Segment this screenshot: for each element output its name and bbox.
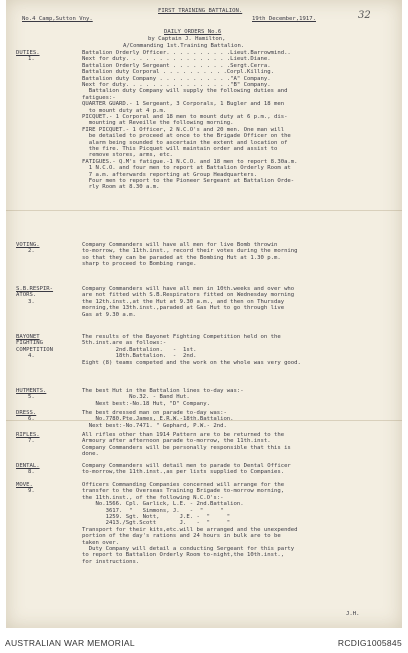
section-line: No.1566. Cpl. Garlick, L.E. - 2nd.Battalion. xyxy=(82,501,244,508)
section-line: Battalion Orderly Sergeant . . . . . . . . .Sergt.Cerra. xyxy=(82,62,271,69)
section-line: portion of the day's rations and 24 hours in bulk are to be xyxy=(82,533,281,540)
section-line: 1259. Sgt. Nott, J.E. - " " xyxy=(82,514,231,520)
section-line: Officers Commanding Companies concerned will arrange for the xyxy=(82,482,285,488)
section-line: Next for duty. . . . . . . . . . . . . . . ."B" Company. xyxy=(82,82,271,88)
section-line: Transport for their kits,etc.will be arranged and the unexpended xyxy=(82,526,298,533)
section-line: alarm being sounded to ascertain the extent and location of xyxy=(82,139,288,146)
section-line: The best dressed man on parade to-day was:- xyxy=(82,410,227,416)
section-line: morning,the 13th.inst.,paraded at Gas Hut to go through live xyxy=(82,305,285,312)
section-heading: 4. xyxy=(28,353,35,360)
section-line: sharp to proceed to Bombing range. xyxy=(82,261,197,268)
section-line: 18th.Battalion. - 2nd. xyxy=(82,353,197,360)
document-page xyxy=(6,0,402,628)
section-heading: 7. xyxy=(28,438,35,445)
section-line: PICQUET.- 1 Corporal and 18 men to mount duty at 6 p.m., dis- xyxy=(82,114,288,120)
section-line: the fire. This Picquet will maintain order and assist to xyxy=(82,146,278,152)
section-line: Four men to report to the Pioneer Sergeant at Battalion Orde- xyxy=(82,178,295,184)
archive-footer xyxy=(0,632,408,653)
section-heading: RIFLES. xyxy=(16,432,40,438)
section-heading: MOVE. xyxy=(16,482,33,488)
section-line: the 11th.inst., of the following N.C.O's:- xyxy=(82,494,224,501)
orders-title: DAILY ORDERS No.6 xyxy=(164,29,222,35)
section-heading: 2. xyxy=(28,248,35,255)
section-line: for instructions. xyxy=(82,558,140,565)
section-line: transfer to the Overseas Training Brigade to-morrow morning, xyxy=(82,488,285,495)
section-heading: DENTAL. xyxy=(16,463,40,469)
by-line: by Captain J. Hamilton, xyxy=(148,36,226,42)
section-line: 2413./Sgt.Scott J. - " " xyxy=(82,520,231,527)
handwritten-page-number: 32 xyxy=(358,10,371,21)
section-line: to-morrow,the 11th.inst.,as per lists supplied to Companies. xyxy=(82,469,285,476)
section-line: Company Commanders will have all men for live Bomb throwin xyxy=(82,242,278,248)
section-heading: DRESS. xyxy=(16,410,37,416)
section-line: to report to Battalion Orderly Room to-night,the 10th.inst., xyxy=(82,552,285,559)
section-heading: COMPETITION xyxy=(16,346,54,353)
section-line: to mount duty at 4 p.m. xyxy=(82,107,167,114)
camp-location: No.4 Camp,Sutton Vny. xyxy=(22,16,93,22)
section-line: done. xyxy=(82,451,99,458)
section-line: Armoury after afternoon parade to-morrow, the 11th.inst. xyxy=(82,438,271,445)
section-line: FIRE PICQUET.- 1 Officer, 2 N.C.O's and 20 men. One man will xyxy=(82,126,285,133)
section-heading: S.B.RESPIR- xyxy=(16,286,54,292)
section-line: No.32. - Band Hut. xyxy=(82,394,190,401)
section-line: 1 N.C.O. and four men to report at Battalion Orderly Room at xyxy=(82,165,291,172)
section-heading: FIGHTING xyxy=(16,340,43,347)
commanding-line: A/Commanding 1st.Training Battalion. xyxy=(123,43,245,49)
section-line: Battalion duty Corporal . . . . . . . . . .Corpl.Killing. xyxy=(82,69,274,76)
section-line: taken over. xyxy=(82,539,120,546)
section-line: to-morrow, the 11th.inst., record their votes during the morning xyxy=(82,248,298,255)
footer-record-id: RCDIG1005845 xyxy=(337,638,402,648)
signature-initials: J.H. xyxy=(346,611,360,617)
section-heading: 5. xyxy=(28,394,35,401)
section-line: QUARTER GUARD.- 1 Sergeant, 3 Corporals, 1 Bugler and 18 men xyxy=(82,101,285,108)
section-line: remove stores, arms, etc. xyxy=(82,152,173,159)
document-text xyxy=(6,0,402,628)
section-line: All rifles other than 1914 Pattern are to be returned to the xyxy=(82,432,285,438)
section-line: Duty Company will detail a conducting Sergeant for this party xyxy=(82,546,295,552)
section-heading: BAYONET xyxy=(16,334,40,340)
document-title: FIRST TRAINING BATTALION. xyxy=(158,8,243,14)
section-heading: DUTIES. xyxy=(16,50,40,56)
section-line: the 12th.inst.,at the Hut at 9.30 a.m., and then on Thursday xyxy=(82,298,285,305)
section-heading: HUTMENTS. xyxy=(16,388,47,394)
section-line: 5th.inst.are as follows:- xyxy=(82,340,167,347)
document-date: 19th December,1917. xyxy=(252,16,316,22)
section-heading: 8. xyxy=(28,469,35,476)
section-line: Company Commanders will be personally responsible that this is xyxy=(82,444,291,451)
section-line: Next for duty. . . . . . . . . . . . . . . .Lieut.Diane. xyxy=(82,56,271,63)
section-heading: 3. xyxy=(28,298,35,305)
section-line: Battalion duty Company will supply the following duties and xyxy=(82,88,288,95)
section-line: are not fitted with S.B.Respirators fitted on Wednesday morning xyxy=(82,292,295,299)
section-line: No.7780.Pte.James, E.R.W.-18th.Battalion. xyxy=(82,416,234,423)
section-line: 2nd.Battalion. - 1st. xyxy=(82,346,197,353)
section-line: fatigues:- xyxy=(82,94,116,101)
section-line: mounting at Reveille the following morning. xyxy=(82,120,234,127)
section-line: so that they can be paraded at the Bombing Hut at 1.30 p.m. xyxy=(82,254,281,261)
section-line: 3617. " Simmons, J. - " " xyxy=(82,507,224,514)
section-line: Company Commanders will have all men in 10th.weeks and over who xyxy=(82,286,295,292)
section-line: Next best:-No.7471. " Gephard, P.W.- 2nd. xyxy=(82,422,227,429)
section-heading: VOTING. xyxy=(16,242,40,248)
section-line: Battalion Orderly Officer. . . . . . . . . .Lieut.Barrowmind.. xyxy=(82,50,291,56)
section-line: Battalion duty Company . . . . . . . . . . ."A" Company. xyxy=(82,75,271,82)
section-heading: 9. xyxy=(28,488,35,495)
section-heading: 6. xyxy=(28,416,35,423)
section-line: The best Hut in the Battalion lines to-day was:- xyxy=(82,388,244,394)
section-line: Next best:-No.18 Hut, "D" Company. xyxy=(82,400,210,407)
section-line: 7 a.m. afterwards reporting at Group Headquarters. xyxy=(82,171,258,178)
section-line: rly Room at 8.30 a.m. xyxy=(82,184,160,191)
section-line: The results of the Bayonet Fighting Competition held on the xyxy=(82,334,281,340)
section-heading: ATORS. xyxy=(16,292,37,299)
section-line: Eight (8) teams competed and the work on the whole was very good. xyxy=(82,359,301,366)
footer-source: AUSTRALIAN WAR MEMORIAL xyxy=(5,638,135,648)
section-line: Gas at 9.30 a.m. xyxy=(82,311,136,318)
section-line: FATIGUES.- Q.M's fatigue.-1 N.C.O. and 18 men to report 8.30a.m. xyxy=(82,158,298,165)
section-heading: 1. xyxy=(28,56,35,63)
section-line: be detailed to proceed at once to the Brigade Officer on the xyxy=(82,133,291,140)
section-line: Company Commanders will detail men to parade to Dental Officer xyxy=(82,463,291,469)
